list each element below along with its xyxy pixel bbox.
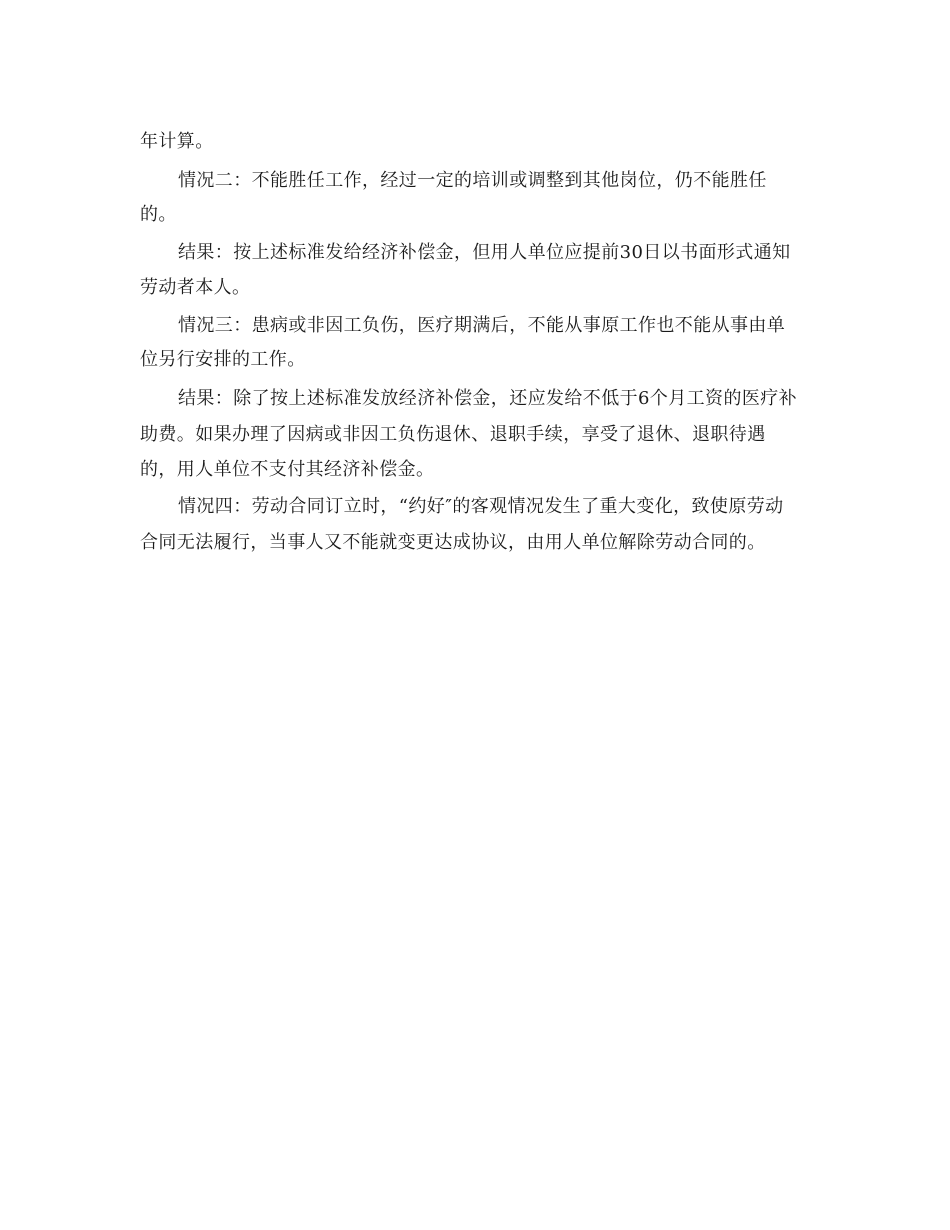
paragraph-line: 年计算。 — [140, 131, 214, 152]
paragraph-line: 的。 — [140, 204, 177, 225]
paragraph-line: 情况三：患病或非因工负伤，医疗期满后，不能从事原工作也不能从事由单 — [178, 315, 786, 336]
paragraph-line: 劳动者本人。 — [140, 277, 251, 298]
paragraph-line: 结果：除了按上述标准发放经济补偿金，还应发给不低于6个月工资的医疗补 — [178, 388, 798, 409]
paragraph-line: 情况二：不能胜任工作，经过一定的培训或调整到其他岗位，仍不能胜任 — [178, 170, 767, 191]
paragraph-line: 结果：按上述标准发给经济补偿金，但用人单位应提前30日以书面形式通知 — [178, 242, 791, 263]
paragraph-line: 的，用人单位不支付其经济补偿金。 — [140, 459, 435, 480]
paragraph-line: 助费。如果办理了因病或非因工负伤退休、退职手续，享受了退休、退职待遇 — [140, 424, 766, 445]
paragraph-line: 情况四：劳动合同订立时，“约好″的客观情况发生了重大变化，致使原劳动 — [178, 496, 784, 517]
paragraph-line: 位另行安排的工作。 — [140, 349, 306, 370]
paragraph-line: 合同无法履行，当事人又不能就变更达成协议，由用人单位解除劳动合同的。 — [140, 532, 766, 553]
